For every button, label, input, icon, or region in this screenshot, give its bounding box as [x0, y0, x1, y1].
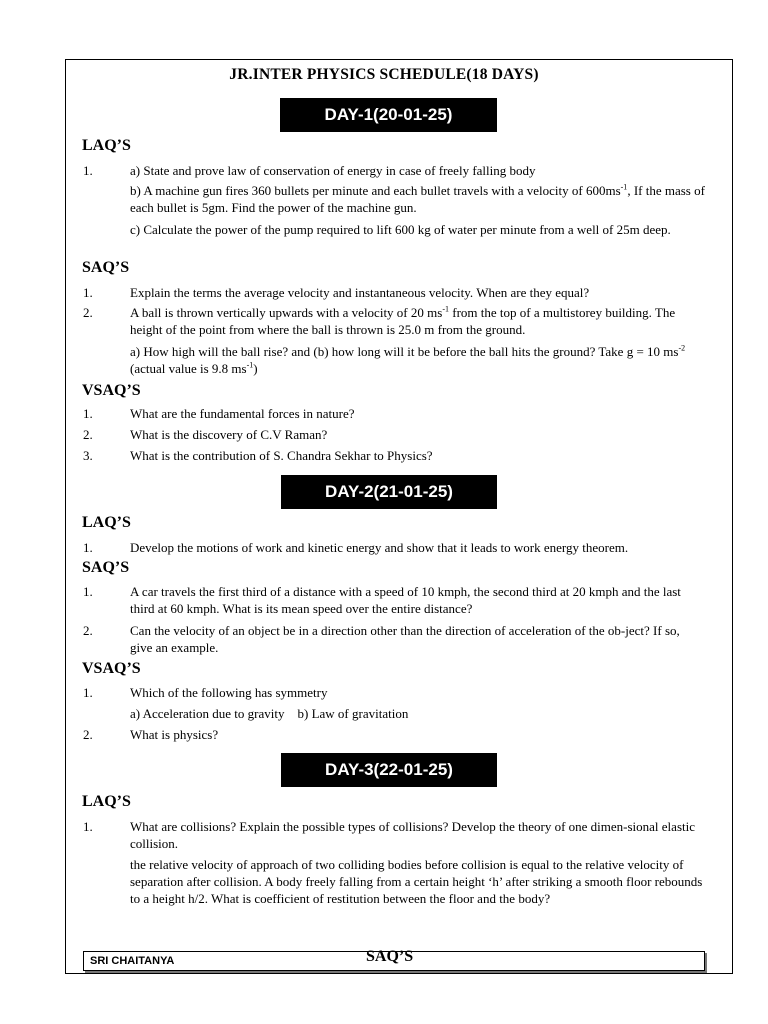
footer-section-heading: SAQ’S	[366, 948, 414, 965]
day-1-saq-1-number: 1.	[83, 285, 93, 300]
day-1-laq-1-part-c: c) Calculate the power of the pump required to lift 600 kg of water per minute from a well of 25m deep.	[130, 222, 671, 237]
day-1-laq-1-part-a: a) State and prove law of conservation of energy in case of freely falling body	[130, 163, 536, 178]
footer-bar	[83, 948, 705, 971]
day-3-laq-1-number: 1.	[83, 819, 93, 834]
day-3-laq-heading: LAQ’S	[82, 793, 131, 810]
day-1-saq-2-subquestion: a) How high will the ball rise? and (b) how long will it be before the ball hits the ground? Take g = 10 $ms^{-2}$ (actual value is 9.8 $ms^{-1}$)	[130, 343, 686, 376]
day-1-vsaq-2-number: 2.	[83, 427, 93, 442]
day-2-laq-1-text: Develop the motions of work and kinetic energy and show that it leads to work energy theorem.	[130, 540, 629, 555]
day-2-saq-heading: SAQ’S	[82, 559, 130, 576]
day-2-vsaq-1-number: 1.	[83, 685, 93, 700]
day-1-header: DAY-1(20-01-25)	[280, 98, 497, 132]
page-title: JR.INTER PHYSICS SCHEDULE(18 DAYS)	[229, 66, 539, 83]
day-2-vsaq-1-options: a) Acceleration due to gravity b) Law of gravitation	[130, 706, 409, 721]
day-1-vsaq-2-text: What is the discovery of C.V Raman?	[130, 427, 328, 442]
day-2-vsaq-1-text: Which of the following has symmetry	[130, 685, 328, 700]
footer-brand: SRI CHAITANYA	[90, 955, 175, 967]
day-1-vsaq-1-text: What are the fundamental forces in nature?	[130, 406, 355, 421]
day-3-laq-1-continuation: the relative velocity of approach of two colliding bodies before collision is equal to the relative velocity of separation after collision. A body freely falling from a certain height ‘h’ after striking a smooth floor rebounds to a height h/2. What is coefficient of restitution between the floor and the body?	[130, 857, 703, 906]
day-1-laq-heading: LAQ’S	[82, 137, 131, 154]
day-1-vsaq-3-number: 3.	[83, 448, 93, 463]
day-2-laq-1-number: 1.	[83, 540, 93, 555]
day-1-saq-2-number: 2.	[83, 305, 93, 320]
day-1-saq-1-text: Explain the terms the average velocity and instantaneous velocity. When are they equal?	[130, 285, 590, 300]
day-2-vsaq-2-number: 2.	[83, 727, 93, 742]
day-1-vsaq-3-text: What is the contribution of S. Chandra Sekhar to Physics?	[130, 448, 433, 463]
day-1-vsaq-heading: VSAQ’S	[82, 382, 141, 399]
day-2-vsaq-heading: VSAQ’S	[82, 660, 141, 677]
day-2-saq-1-text: A car travels the first third of a distance with a speed of 10 kmph, the second third at 20 kmph and the last third at 60 kmph. What is its mean speed over the entire distance?	[130, 584, 681, 616]
day-2-saq-2-text: Can the velocity of an object be in a direction other than the direction of acceleration of the ob-ject? If so, give an example.	[130, 623, 680, 655]
day-2-laq-heading: LAQ’S	[82, 514, 131, 531]
day-2-saq-2-number: 2.	[83, 623, 93, 638]
day-2-saq-1-number: 1.	[83, 584, 93, 599]
day-2-header: DAY-2(21-01-25)	[281, 475, 497, 509]
day-1-saq-2-text: A ball is thrown vertically upwards with a velocity of 20 $ms^{-1}$ from the top of a multistorey building. The height of the point from where the ball is thrown is 25.0 m from the ground.	[130, 304, 676, 337]
day-1-laq-1-part-b: b) A machine gun fires 360 bullets per minute and each bullet travels with a velocity of $600ms^{-1}$, If the mass of each bullet is 5gm. Find the power of the machine gun.	[130, 182, 705, 215]
day-1-vsaq-1-number: 1.	[83, 406, 93, 421]
day-2-vsaq-2-text: What is physics?	[130, 727, 219, 742]
day-3-header: DAY-3(22-01-25)	[281, 753, 497, 787]
day-3-laq-1-text: What are collisions? Explain the possible types of collisions? Develop the theory of one dimen-sional elastic collision.	[130, 819, 695, 851]
day-1-saq-heading: SAQ’S	[82, 259, 130, 276]
day-1-laq-1-number: 1.	[83, 163, 93, 178]
